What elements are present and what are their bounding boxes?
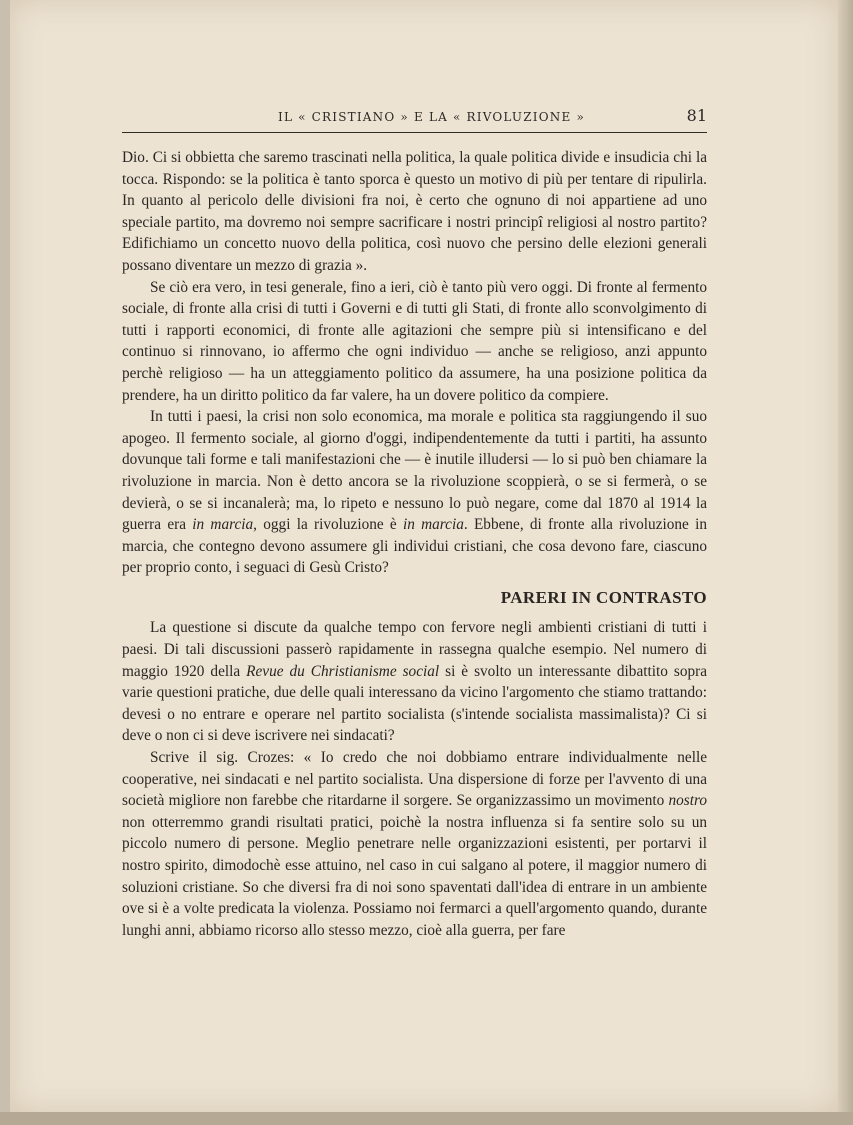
section-heading: PARERI IN CONTRASTO (500, 587, 707, 607)
paragraph-5-text-a: Scrive il sig. Crozes: « Io credo che noi dobbiamo entrare individualmente nelle cooperative, nei sindacati e nel partito socialista. Una dispersione di forze per l'avvento di una società migliore non farebbe che ritardarne il sorgere. Se organizzassimo un movimento (122, 749, 707, 810)
bottom-edge (0, 1112, 853, 1125)
italic-in-marcia-1: in marcia (192, 516, 254, 534)
italic-in-marcia-2: in marcia (402, 516, 464, 534)
page-edge (838, 0, 853, 1125)
italic-nostro: nostro (668, 792, 707, 810)
paragraph-5-text-b: non otterremmo grandi risultati pratici, poichè la nostra influenza si fa sentire solo su un piccolo numero di persone. Meglio penetrare nelle organizzazioni esistenti, per portarvi il nostro spirito, dimodochè esse attuino, nel caso in cui salgano al potere, il maggior numero di soluzioni cristiane. So che diversi fra di noi sono spaventati dall'idea di entrare in un ambiente ove si è a volte predicata la violenza. Possiamo noi fermarci a quell'argomento quando, durante lunghi anni, abbiamo ricorso allo stesso mezzo, cioè alla guerra, per fare (122, 813, 707, 939)
page-number: 81 (686, 106, 707, 125)
paragraph-1: Dio. Ci si obbietta che saremo trascinati nella politica, la quale politica divide e insudicia chi la tocca. Rispondo: se la politica è tanto sporca è questo un motivo di più per tentare di ripulirla. In quanto al pericolo delle divisioni fra noi, è certo che ognuno di noi appartiene ad uno speciale partito, ma dovremo noi sempre sacrificare i nostri principî religiosi al nostro partito? Edifichiamo un concetto nuovo della politica, così nuovo che persino delle elezioni generali possano diventare un mezzo di grazia ». (122, 149, 707, 274)
paragraph-3 (122, 406, 707, 579)
paragraph-4-text-a: La questione si discute da qualche tempo con fervore negli ambienti cristiani di tutti i paesi. Di tali discussioni passerò rapidamente in rassegna qualche esempio. Nel numero di maggio 1920 della (122, 619, 707, 680)
paragraph-3-text-b: , oggi la rivoluzione è (253, 516, 403, 534)
book-page (10, 0, 838, 1112)
page-header (122, 106, 707, 133)
running-title: IL « CRISTIANO » E LA « RIVOLUZIONE » (278, 110, 585, 124)
paragraph-3-text-c: . Ebbene, di fronte alla rivoluzione in marcia, che contegno devono assumere gli individui cristiani, che cosa devono fare, ciascuno per proprio conto, i seguaci di Gesù Cristo? (122, 516, 707, 577)
paragraph-4 (122, 617, 707, 747)
body-text (122, 147, 707, 941)
paragraph-2: Se ciò era vero, in tesi generale, fino a ieri, ciò è tanto più vero oggi. Di fronte al fermento sociale, di fronte alla crisi di tutti i Governi e di tutti gli Stati, di fronte allo sconvolgimento di tutti i rapporti economici, di fronte alle agitazioni che sempre più si intensificano e del continuo si rinnovano, io affermo che ogni individuo — anche se religioso, anzi appunto perchè religioso — ha un atteggiamento politico da assumere, ha una posizione politica da prendere, ha un diritto politico da far valere, ha un dovere politico da compiere. (122, 278, 707, 404)
paragraph-4-text-b: si è svolto un interessante dibattito sopra varie questioni pratiche, due delle quali interessano da vicino l'argomento che stiamo trattando: devesi o no entrare e operare nel partito socialista (s'intende socialista massimalista)? Ci si deve o non ci si deve iscrivere nei sindacati? (122, 662, 708, 745)
paragraph-5 (122, 747, 707, 941)
paragraph-3-text-a: In tutti i paesi, la crisi non solo economica, ma morale e politica sta raggiungendo il suo apogeo. Il fermento sociale, al giorno d'oggi, indipendentemente da tutti i partiti, ha assunto dovunque tali forme e tali manifestazioni che — è inutile illudersi — lo si può ben chiamare la rivoluzione in marcia. Non è detto ancora se la rivoluzione scoppierà, o se si fermerà, o se devierà, o se si incanalerà; ma, lo ripeto e nessuno lo può negare, come dal 1870 al 1914 la guerra era (122, 408, 707, 534)
italic-journal-title: Revue du Christianisme social (246, 662, 440, 680)
